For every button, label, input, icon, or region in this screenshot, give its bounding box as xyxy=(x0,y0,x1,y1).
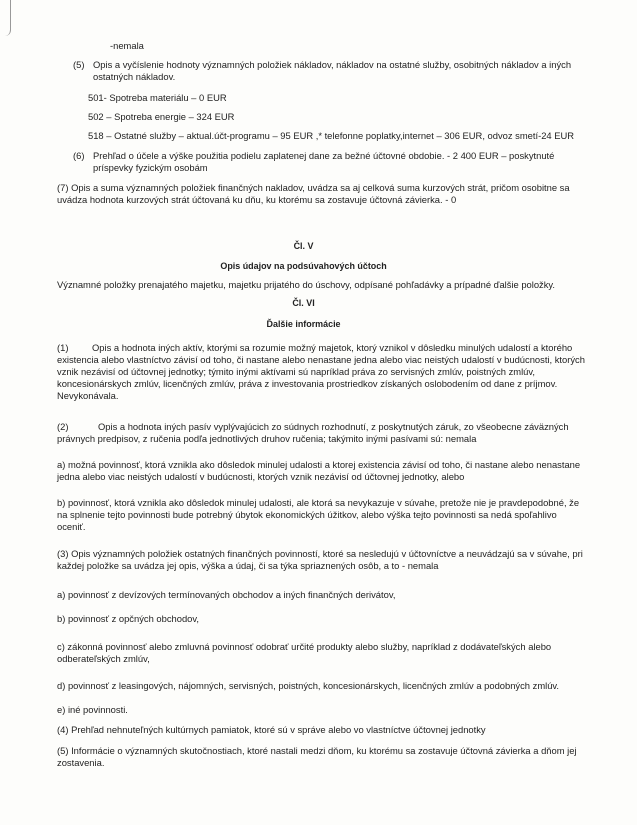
pa-line2: jedna alebo viac neistých udalostí v budúcnosti, ktorých vznik nezávisí od účtovnej jednotky, alebo xyxy=(57,471,465,482)
item5-line1: Opis a vyčíslenie hodnoty významných položiek nákladov, nákladov na ostatné služby, osobitných nákladov a iných xyxy=(93,59,572,70)
sub-c-line2: odberateľských zmlúv, xyxy=(57,653,150,664)
nemala-line: -nemala xyxy=(110,40,144,51)
pb-line2: na splnenie tejto povinnosti bude potrebný úbytok ekonomických úžitkov, alebo výška tejto povinnosti sa nedá spoľahlivo xyxy=(57,509,557,520)
p3-line2: každej položke sa uvádza jej opis, výška a údaj, či sa týka spriaznených osôb, a to - nemala xyxy=(57,560,439,571)
item7-line2: uvádza hodnota kurzových strát účtovaná ku dňu, ku ktorému sa zostavuje účtovná závierka. - 0 xyxy=(57,194,457,205)
pb-line1: b) povinnosť, ktorá vznikla ako dôsledok minulej udalosti, ale ktorá sa nevykazuje v súvahe, pretože nie je pravdepodobné, že xyxy=(57,497,580,508)
item6-number: (6) xyxy=(73,150,85,161)
p2-line1: Opis a hodnota iných pasív vyplývajúcich zo súdnych rozhodnutí, z poskytnutých záruk, zo všeobecne záväzných xyxy=(98,421,569,432)
cost-502: 502 – Spotreba energie – 324 EUR xyxy=(88,111,235,122)
item6-line1: Prehľad o účele a výške použitia podielu zaplatenej dane za bežné účtovné obdobie. - 2 400 EUR – poskytnuté xyxy=(93,150,555,161)
p5-line2: zostavenia. xyxy=(57,757,105,768)
p3-line1: (3) Opis významných položiek ostatných finančných povinností, ktoré sa nesledujú v účtovníctve a neuvádzajú sa v súvahe, pri xyxy=(57,548,583,559)
p1-line5: Nevykonávala. xyxy=(57,390,119,401)
p4: (4) Prehľad nehnuteľných kultúrnych pamiatok, ktoré sú v správe alebo vo vlastníctve účtovnej jednotky xyxy=(57,724,486,735)
sub-e: e) iné povinnosti. xyxy=(57,704,128,715)
pa-line1: a) možná povinnosť, ktorá vznikla ako dôsledok minulej udalosti a ktorej existencia závisí od toho, či nastane alebo nenastane xyxy=(57,459,581,470)
item6-line2: príspevky fyzickým osobám xyxy=(93,162,208,173)
p1-line4: koncesionárskych zmlúv, licenčných zmlúv, práva z investovania prostriedkov získaných oslobodením od dane z príjmov. xyxy=(57,378,558,389)
page-edge-mark xyxy=(4,0,11,36)
sub-b: b) povinnosť z opčných obchodov, xyxy=(57,613,199,624)
article6-title: Ďalšie informácie xyxy=(266,318,341,329)
cost-501: 501- Spotreba materiálu – 0 EUR xyxy=(88,92,227,103)
p1-line1: Opis a hodnota iných aktív, ktorými sa rozumie možný majetok, ktorý vznikol v dôsledku minulých udalostí a ktorého xyxy=(92,342,573,353)
article5-title: Opis údajov na podsúvahových účtoch xyxy=(220,260,387,271)
sub-c-line1: c) zákonná povinnosť alebo zmluvná povinnosť odobrať určité produkty alebo služby, napríklad z dodávateľských alebo xyxy=(57,641,552,652)
sub-d: d) povinnosť z leasingových, nájomných, servisných, poistných, koncesionárskych, licenčných zmlúv a podobných zmlúv. xyxy=(57,680,560,691)
sub-a: a) povinnosť z devízových termínovaných obchodov a iných finančných derivátov, xyxy=(57,589,396,600)
p2-number: (2) xyxy=(57,421,69,432)
p5-line1: (5) Informácie o významných skutočnostiach, ktoré nastali medzi dňom, ku ktorému sa zostavuje účtovná závierka a dňom jej xyxy=(57,745,577,756)
cost-518: 518 – Ostatné služby – aktual.účt-programu – 95 EUR ,* telefonne poplatky,internet – 306 EUR, odvoz smetí-24 EUR xyxy=(88,130,575,141)
article5-text: Významné položky prenajatého majetku, majetku prijatého do úschovy, odpísané pohľadávky a prípadné ďalšie položky. xyxy=(57,279,556,290)
item7-line1: (7) Opis a suma významných položiek finančných nakladov, uvádza sa aj celková suma kurzových strát, pričom osobitne sa xyxy=(57,182,570,193)
pb-line3: oceniť. xyxy=(57,521,86,532)
article6-number: Čl. VI xyxy=(292,297,315,308)
item5-number: (5) xyxy=(73,59,85,70)
p1-line3: vznik nezávisí od účtovnej jednotky; týmito inými aktívami sú napríklad práva zo servisných zmlúv, poistných zmlúv, xyxy=(57,366,535,377)
p2-line2: právnych predpisov, z ručenia podľa jednotlivých druhov ručenia; takýmito inými pasívami sú: nemala xyxy=(57,433,477,444)
article5-number: Čl. V xyxy=(293,240,314,251)
p1-number: (1) xyxy=(57,342,69,353)
p1-line2: existencia alebo vlastníctvo závisí od toho, či nastane alebo nenastane jedna alebo viac neistých udalostí v budúcnosti, ktorých xyxy=(57,354,585,365)
item5-line2: ostatných nákladov. xyxy=(93,71,176,82)
